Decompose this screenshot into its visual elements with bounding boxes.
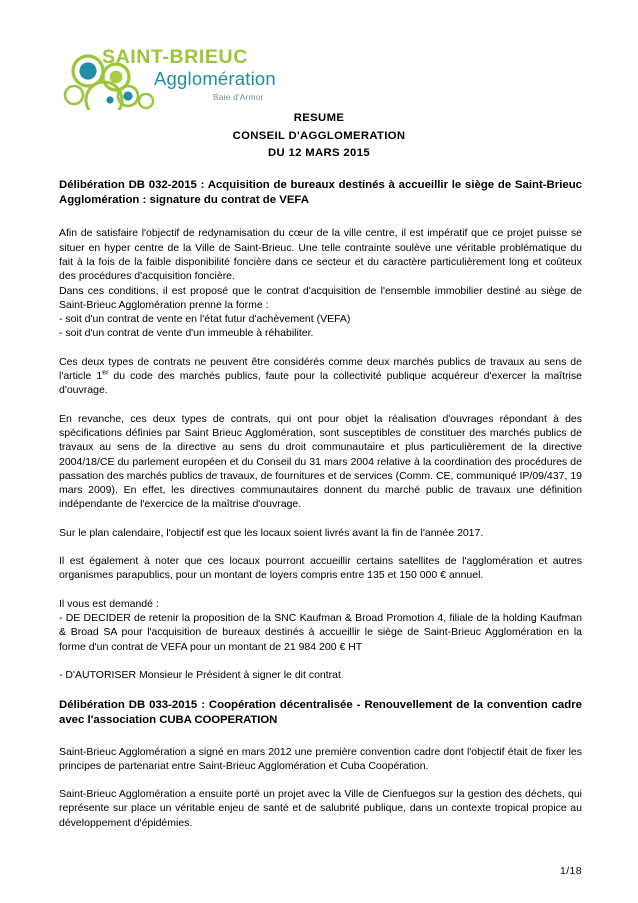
paragraph-convention-cadre-2012: Saint-Brieuc Agglomération a signé en mars 2012 une première convention cadre dont l'objectif était de fixer les principes de partenariat entre Saint-Brieuc Agglomération et Cuba Coopération.	[59, 745, 582, 772]
ordinal-suffix: er	[102, 369, 109, 377]
title-line-conseil: CONSEIL D'AGGLOMERATION	[232, 129, 406, 142]
section-heading-db-033-2015	[59, 698, 582, 728]
paragraph-redynamisation: Afin de satisfaire l'objectif de redynamisation du cœur de la ville centre, il est impératif que ce projet puisse se situer en hyper centre de la Ville de Saint-Brieuc. Une telle contrainte soulève une véritable problématique du fait à la fois de la faible disponibilité foncière dans ce secteur et du caractère particulièrement long et coûteux des procédures d'acquisition foncière.	[59, 227, 582, 283]
title-line-date: DU 12 MARS 2015	[268, 147, 370, 159]
section-heading-db-032-2015: Délibération DB 032-2015 : Acquisition de bureaux destinés à accueillir le siège de Saint-Brieuc Agglomération : signature du contrat de VEFA	[59, 179, 582, 207]
page-number-footer: 1/18	[559, 865, 582, 877]
document-body	[59, 178, 582, 830]
paragraph-cienfuegos-dechets: Saint-Brieuc Agglomération a ensuite porté un projet avec la Ville de Cienfuegos sur la gestion des déchets, qui représente sur place un véritable enjeu de santé et de salubrité publique, dans un contexte tropical propice au développement d'épidémies.	[59, 788, 582, 829]
paragraph-en-revanche: En revanche, ces deux types de contrats, qui ont pour objet la réalisation d'ouvrages répondant à des spécifications définies par Saint Brieuc Agglomération, sont susceptibles de constituer des marchés publics de travaux au sens de la directive au sens du droit communautaire et plus particulièrement de la directive 2004/18/CE du parlement européen et du Conseil du 31 mars 2004 relative à la coordination des procédures de passation des marchés publics de travaux, de fournitures et de services (Comm. CE, communiqué IP/09/437, 19 mars 2009). En effet, les directives communautaires donnent du marché public de travaux une définition indépendante de l'exercice de la maîtrise d'ouvrage.	[59, 412, 582, 511]
paragraph-calendaire: Sur le plan calendaire, l'objectif est que les locaux soient livrés avant la fin de l'année 2017.	[59, 526, 484, 539]
saint-brieuc-agglomeration-logo	[58, 38, 298, 108]
logo-tagline: Baie d'Armor	[213, 92, 264, 102]
section-heading-db-033-2015-text: Délibération DB 033-2015 : Coopération décentralisée - Renouvellement de la convention cadre avec l'association	[59, 699, 582, 727]
logo-graphic	[58, 38, 298, 110]
logo-brand-line2: Agglomération	[154, 68, 276, 89]
title-line-resume: RESUME	[293, 112, 345, 124]
paragraph-satellites: Il est également à noter que ces locaux pourront accueillir certains satellites de l'agglomération et autres organismes parapublics, pour un montant de loyers compris entre 135 et 150 000 € annuel.	[59, 555, 582, 582]
list-item-rehabiliter: - soit d'un contrat de vente d'un immeuble à réhabiliter.	[59, 327, 314, 340]
logo-brand-line1: SAINT-BRIEUC	[102, 46, 248, 68]
paragraph-marches-publics: Ces deux types de contrats ne peuvent être considérés comme deux marchés publics de travaux au sens de l'article 1er du code des marchés publics, faute pour la collectivité publique acquéreur d'exercer la maîtrise d'ouvrage.	[59, 355, 582, 397]
resolution-de-decider: - DE DECIDER de retenir la proposition de la SNC Kaufman & Broad Promotion 4, filiale de la holding Kaufman & Broad SA pour l'acquisition de bureaux destinés à accueillir le siège de Saint-Brieuc Agglomération en la forme d'un contrat de VEFA pour un montant de 21 984 200 € HT	[59, 611, 582, 653]
association-name-cuba-cooperation: CUBA COOPERATION	[159, 714, 278, 727]
document-title	[0, 110, 638, 163]
resolution-d-autoriser: - D'AUTORISER Monsieur le Président à signer le dit contrat	[59, 668, 341, 681]
paragraph-dans-ces-conditions: Dans ces conditions, il est proposé que le contrat d'acquisition de l'ensemble immobilier destiné au siège de Saint-Brieuc Agglomération prenne la forme :	[59, 284, 582, 311]
paragraph-il-vous-est-demande: Il vous est demandé :	[59, 597, 159, 610]
list-item-vefa: - soit d'un contrat de vente en l'état futur d'achèvement (VEFA)	[59, 313, 351, 326]
